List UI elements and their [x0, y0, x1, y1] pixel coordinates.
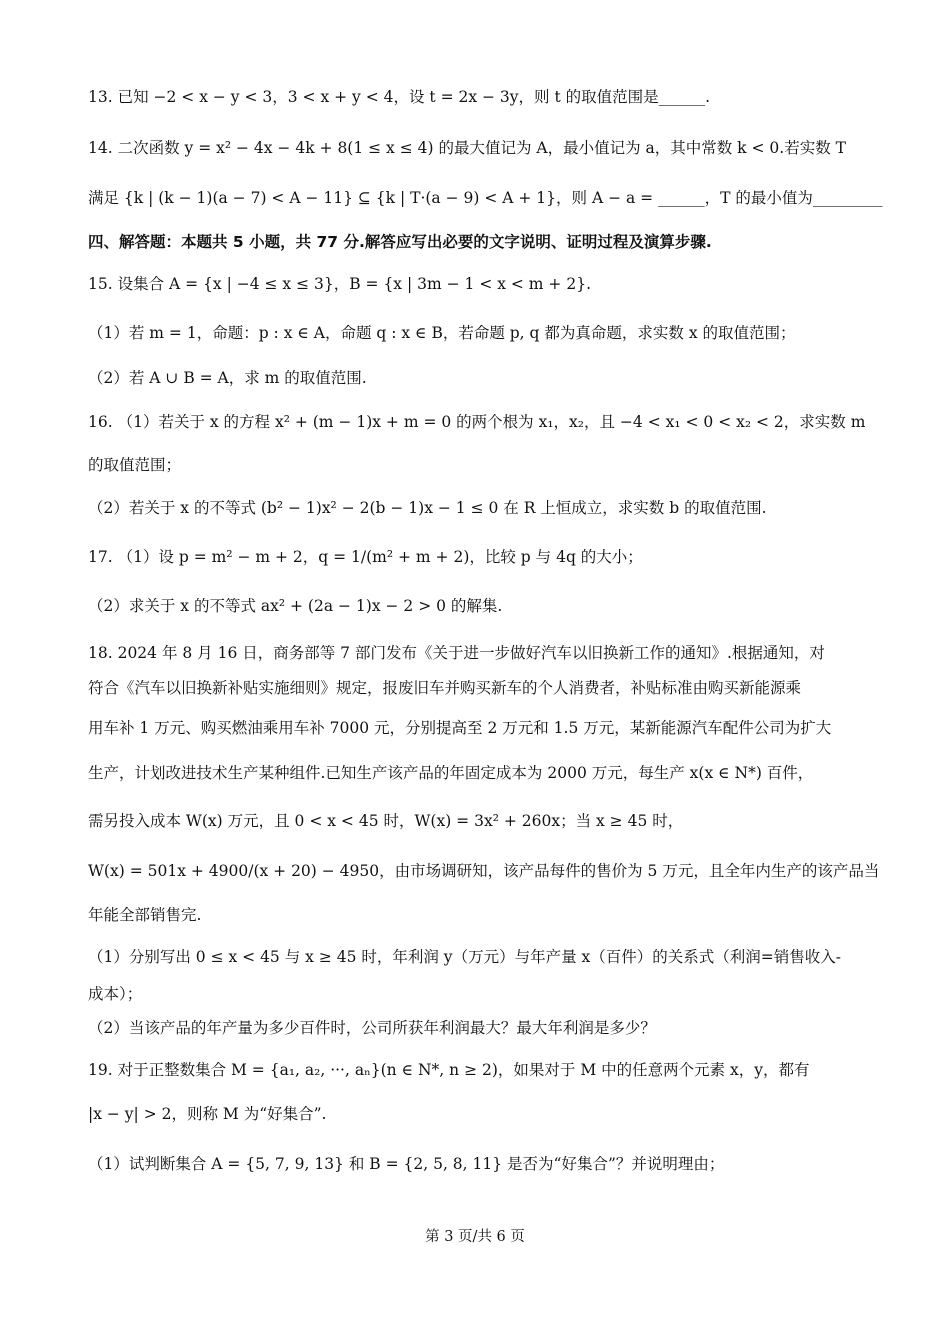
question-17-part-2: （2）求关于 x 的不等式 ax² + (2a − 1)x − 2 > 0 的解集. — [88, 597, 503, 615]
question-18-line-2: 符合《汽车以旧换新补贴实施细则》规定，报废旧车并购买新车的个人消费者，补贴标准由购买新能源乘 — [88, 679, 802, 697]
question-18-part-2: （2）当该产品的年产量为多少百件时，公司所获年利润最大？最大年利润是多少？ — [88, 1019, 656, 1037]
question-17-part-1: 17. （1）设 p = m² − m + 2，q = 1/(m² + m + 2)，比较 p 与 4q 的大小； — [88, 548, 643, 566]
question-16-part-1-line-2: 的取值范围； — [88, 456, 182, 474]
question-15-part-2: （2）若 A ∪ B = A，求 m 的取值范围. — [88, 369, 367, 387]
question-18-line-1: 18. 2024 年 8 月 16 日，商务部等 7 部门发布《关于进一步做好汽车以旧换新工作的通知》.根据通知，对 — [88, 644, 825, 662]
question-13: 13. 已知 −2 < x − y < 3，3 < x + y < 4，设 t = 2x − 3y，则 t 的取值范围是______. — [88, 88, 711, 106]
question-19-line-2: |x − y| > 2，则称 M 为“好集合”. — [88, 1105, 327, 1123]
question-18-line-7: 年能全部销售完. — [88, 906, 202, 924]
question-18-part-1-line-1: （1）分别写出 0 ≤ x < 45 与 x ≥ 45 时，年利润 y（万元）与年产量 x（百件）的关系式（利润=销售收入- — [88, 948, 841, 966]
question-15-part-1: （1）若 m = 1，命题：p : x ∈ A，命题 q : x ∈ B，若命题 p, q 都为真命题，求实数 x 的取值范围； — [88, 324, 796, 342]
question-19-part-1: （1）试判断集合 A = {5, 7, 9, 13} 和 B = {2, 5, 8, 11} 是否为“好集合”？并说明理由； — [88, 1155, 725, 1173]
question-18-line-6: W(x) = 501x + 4900/(x + 20) − 4950，由市场调研知，该产品每件的售价为 5 万元，且全年内生产的该产品当 — [88, 862, 880, 880]
question-15: 15. 设集合 A = {x | −4 ≤ x ≤ 3}，B = {x | 3m − 1 < x < m + 2}. — [88, 275, 592, 293]
question-18-line-4: 生产，计划改进技术生产某种组件.已知生产该产品的年固定成本为 2000 万元，每生产 x(x ∈ N*) 百件， — [88, 764, 814, 782]
question-18-line-5: 需另投入成本 W(x) 万元，且 0 < x < 45 时，W(x) = 3x² + 260x；当 x ≥ 45 时， — [88, 812, 684, 830]
question-19-line-1: 19. 对于正整数集合 M = {a₁, a₂, ···, aₙ}(n ∈ N*, n ≥ 2)，如果对于 M 中的任意两个元素 x，y，都有 — [88, 1061, 810, 1079]
question-18-part-1-line-2: 成本）； — [88, 985, 143, 1003]
question-18-line-3: 用车补 1 万元、购买燃油乘用车补 7000 元，分别提高至 2 万元和 1.5 万元，某新能源汽车配件公司为扩大 — [88, 719, 832, 737]
question-14-line-2: 满足 {k | (k − 1)(a − 7) < A − 11} ⊆ {k | T·(a − 9) < A + 1}，则 A − a = ______，T 的最小值为_________ — [88, 189, 883, 207]
question-14-line-1: 14. 二次函数 y = x² − 4x − 4k + 8(1 ≤ x ≤ 4) 的最大值记为 A，最小值记为 a，其中常数 k < 0.若实数 T — [88, 139, 846, 157]
question-16-part-2: （2）若关于 x 的不等式 (b² − 1)x² − 2(b − 1)x − 1 ≤ 0 在 R 上恒成立，求实数 b 的取值范围. — [88, 499, 767, 517]
question-16-part-1-line-1: 16. （1）若关于 x 的方程 x² + (m − 1)x + m = 0 的两个根为 x₁，x₂，且 −4 < x₁ < 0 < x₂ < 2，求实数 m — [88, 413, 866, 431]
section-4-heading: 四、解答题：本题共 5 小题，共 77 分.解答应写出必要的文字说明、证明过程及演算步骤. — [88, 233, 712, 251]
page-footer: 第 3 页/共 6 页 — [425, 1229, 525, 1245]
